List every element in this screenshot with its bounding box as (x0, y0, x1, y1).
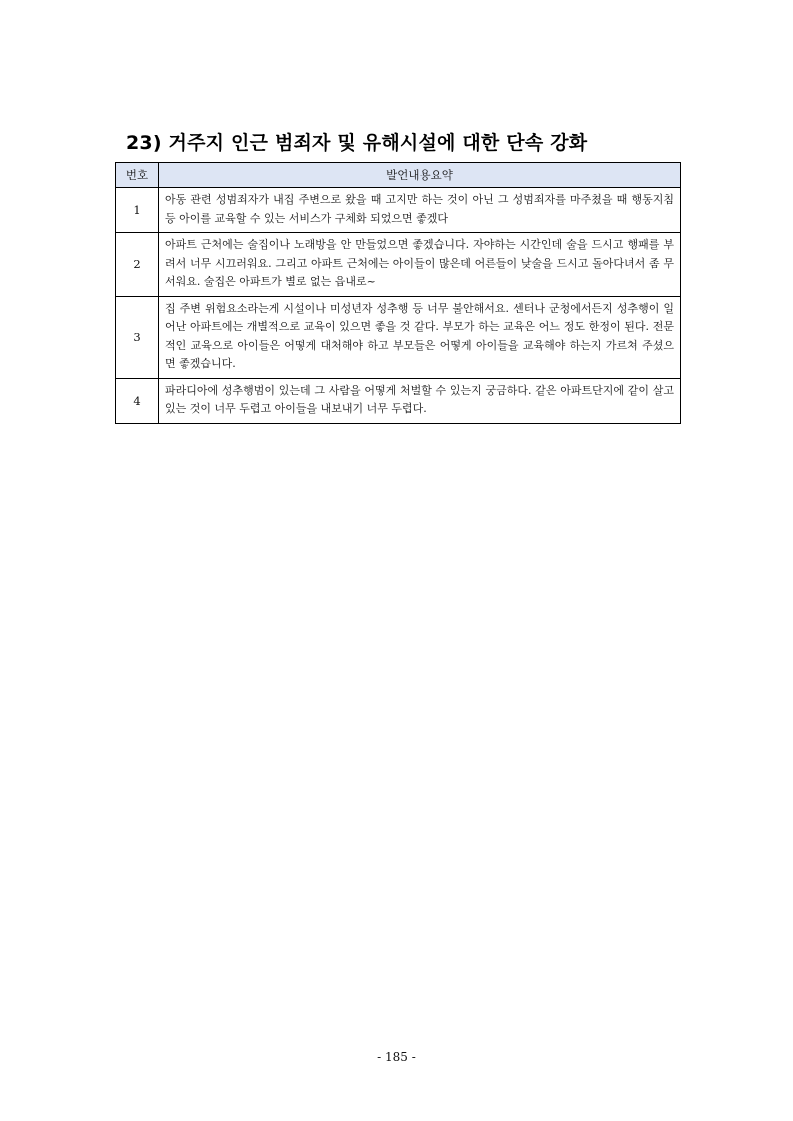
row-number: 2 (116, 233, 159, 297)
section-title: 23) 거주지 인근 범죄자 및 유해시설에 대한 단속 강화 (126, 132, 588, 154)
table-row (116, 378, 681, 423)
row-number: 3 (116, 296, 159, 378)
header-summary: 발언내용요약 (159, 163, 681, 188)
page-number: - 185 - (377, 1050, 416, 1064)
row-summary-text: 파라디아에 성추행범이 있는데 그 사람을 어떻게 처벌할 수 있는지 궁금하다. 같은 아파트단지에 같이 살고 있는 것이 너무 두렵고 아이들을 내보내기 너무 두렵다. (159, 378, 681, 423)
table-row (116, 233, 681, 297)
table-row (116, 188, 681, 233)
row-number: 1 (116, 188, 159, 233)
row-summary-text: 집 주변 위험요소라는게 시설이나 미성년자 성추행 등 너무 불안해서요. 센터나 군청에서든지 성추행이 일어난 아파트에는 개별적으로 교육이 있으면 좋을 것 같다. 부모가 하는 교육은 어느 정도 한정이 된다. 전문적인 교육으로 아이들은 어떻게 대처해야 하고 부모들은 어떻게 아이들을 교육해야 하는지 가르쳐 주셨으면 좋겠습니다. (159, 296, 681, 378)
row-summary-text: 아파트 근처에는 술집이나 노래방을 안 만들었으면 좋겠습니다. 자야하는 시간인데 술을 드시고 행패를 부려서 너무 시끄러워요. 그리고 아파트 근처에는 아이들이 많은데 어른들이 낮술을 드시고 돌아다녀서 좀 무서워요. 술집은 아파트가 별로 없는 읍내로~ (159, 233, 681, 297)
opinion-summary-table (115, 162, 681, 424)
table-row (116, 296, 681, 378)
row-summary-text: 아동 관련 성범죄자가 내집 주변으로 왔을 때 고지만 하는 것이 아닌 그 성범죄자를 마주쳤을 때 행동지침 등 아이를 교육할 수 있는 서비스가 구체화 되었으면 좋겠다 (159, 188, 681, 233)
row-number: 4 (116, 378, 159, 423)
header-number: 번호 (116, 163, 159, 188)
table-header-row (116, 163, 681, 188)
